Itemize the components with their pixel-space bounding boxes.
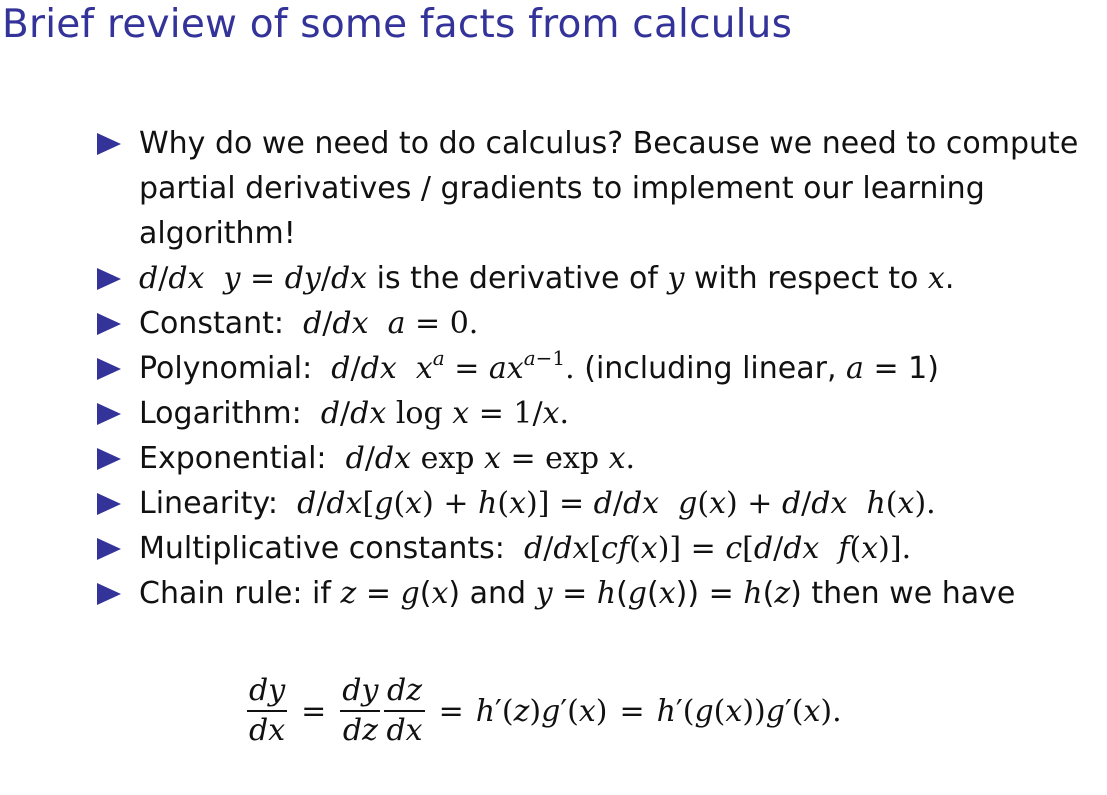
bullet-chain-rule xyxy=(97,571,1102,616)
bullet-linearity xyxy=(97,481,1102,526)
math-derivative-notation: d/dx y = dy/dx xyxy=(139,261,368,296)
bullet-triangle-icon xyxy=(97,493,121,515)
math-exponential-rule: d/dx exp x = exp x. xyxy=(345,441,636,476)
bullet-triangle-icon xyxy=(97,268,121,290)
fraction-dz-dx: $\frac{dz}{dx}$ xyxy=(386,673,423,748)
bullet-text: Why do we need to do calculus? Because we need to compute partial derivatives / gradients to implement our learning algorithm! xyxy=(139,126,1079,251)
math-polynomial-rule: d/dx $x^a = ax^{a-1}$. xyxy=(331,346,575,386)
math-linearity-rule: d/dx[g(x) + h(x)] = d/dx g(x) + d/dx h(x). xyxy=(297,486,936,521)
bullet-triangle-icon xyxy=(97,538,121,560)
bullet-derivative-definition xyxy=(97,256,1102,301)
bullet-triangle-icon xyxy=(97,358,121,380)
math-multiplicative-rule: d/dx[cf(x)] = c[d/dx f(x)]. xyxy=(524,531,912,566)
bullet-label: Exponential: xyxy=(139,441,327,476)
bullet-triangle-icon xyxy=(97,133,121,155)
bullet-label: Linearity: xyxy=(139,486,279,521)
bullet-label: Logarithm: xyxy=(139,396,302,431)
bullet-triangle-icon xyxy=(97,583,121,605)
bullet-label: Chain rule: xyxy=(139,576,303,611)
bullet-logarithm xyxy=(97,391,1102,436)
bullet-text: is the derivative of y with respect to x. xyxy=(367,261,955,296)
bullet-triangle-icon xyxy=(97,448,121,470)
bullet-label: Constant: xyxy=(139,306,284,341)
slide-title: Brief review of some facts from calculus xyxy=(2,2,793,47)
bullet-polynomial xyxy=(97,346,1102,391)
fraction-dy-dz: $\frac{dy}{dz}$ xyxy=(342,673,379,748)
bullet-label: Multiplicative constants: xyxy=(139,531,505,566)
bullet-constant xyxy=(97,301,1102,346)
equation-rhs: h′(z)g′(x) = h′(g(x))g′(x). xyxy=(475,693,842,729)
bullet-label: Polynomial: xyxy=(139,351,313,386)
math-chain-rule-condition: if z = g(x) and y = h(g(x)) = h(z) then we have xyxy=(312,576,1016,611)
bullet-note: (including linear, a = 1) xyxy=(584,351,939,386)
math-constant-rule: d/dx a = 0. xyxy=(303,306,479,341)
bullet-list xyxy=(97,121,1102,616)
math-logarithm-rule: d/dx log x = 1/x. xyxy=(320,396,570,431)
bullet-exponential xyxy=(97,436,1102,481)
bullet-triangle-icon xyxy=(97,313,121,335)
bullet-why-calculus xyxy=(97,121,1102,256)
fraction-dy-dx: $\frac{dy}{dx}$ xyxy=(249,673,286,748)
bullet-triangle-icon xyxy=(97,403,121,425)
chain-rule-equation: $\frac{dy}{dx}$ = $\frac{dy}{dz}$ $\frac{dz}{dx}$ = h′(z)g′(x) = h′(g(x))g′(x). xyxy=(249,673,842,748)
bullet-multiplicative-constants xyxy=(97,526,1102,571)
